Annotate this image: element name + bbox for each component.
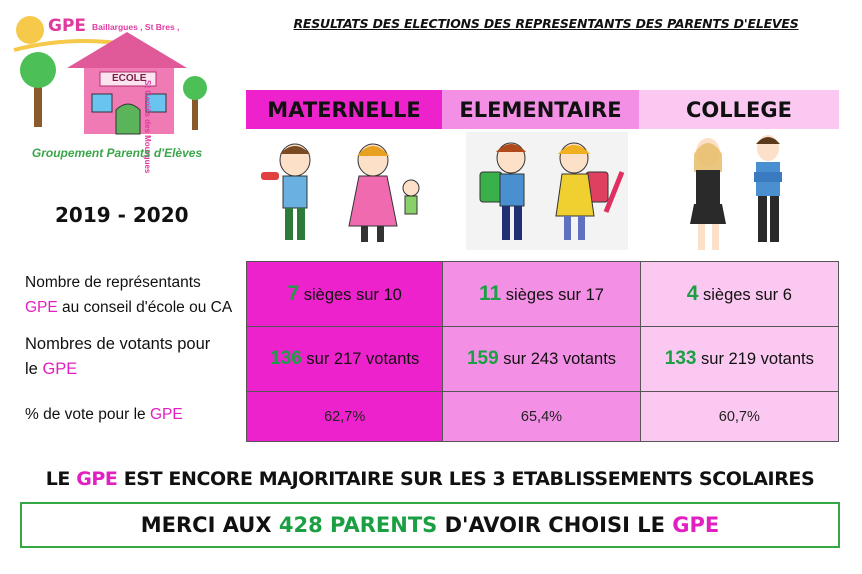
college-teens-illustration [676, 132, 806, 250]
row-label-votants [25, 332, 210, 382]
gpe-text: GPE [76, 468, 118, 490]
vote-count: 133 [664, 348, 697, 369]
seat-total: sièges sur 6 [698, 286, 792, 304]
maternelle-children-illustration [255, 132, 435, 250]
seat-count: 7 [287, 282, 300, 305]
table-row-pourcent [247, 392, 839, 442]
row-label-sieges-line2 [25, 295, 232, 320]
row-label-sieges-line1: Nombre de représentants [25, 274, 201, 291]
parents-count: 428 PARENTS [278, 513, 438, 537]
seat-count: 4 [686, 282, 699, 305]
vote-count: 159 [466, 348, 499, 369]
gpe-text: GPE [42, 360, 78, 378]
seat-total: sièges sur 10 [299, 286, 402, 304]
row-label-pourcent [25, 402, 183, 427]
gpe-text: GPE [149, 406, 183, 423]
banner-pre: LE [45, 468, 77, 490]
vote-total: sur 217 votants [301, 350, 420, 368]
row-label-sieges-rest: au conseil d'école ou CA [57, 299, 233, 316]
merci-pre: MERCI AUX [140, 513, 279, 537]
gpe-logo [12, 10, 222, 174]
page-title: RESULTATS DES ELECTIONS DES REPRESENTANTS DES PARENTS D'ELEVES [293, 16, 799, 31]
vote-count: 136 [270, 348, 302, 369]
cell-sieges-college [640, 262, 838, 327]
gpe-text: GPE [672, 513, 720, 537]
banner-post: EST ENCORE MAJORITAIRE SUR LES 3 ETABLISSEMENTS SCOLAIRES [117, 468, 815, 490]
cell-sieges-elementaire [443, 262, 640, 327]
row-label-pourcent-pre: % de vote pour le [25, 406, 150, 423]
row-label-votants-pre: le [25, 360, 43, 378]
logo-towns: Baillargues , St Bres , [92, 22, 180, 32]
gpe-text: GPE [25, 299, 58, 316]
logo-caption: Groupement Parents d'Elèves [31, 146, 203, 160]
cell-pourcent-maternelle: 62,7% [247, 392, 443, 442]
majority-banner [20, 468, 840, 490]
header-elementaire: ELEMENTAIRE [442, 90, 639, 129]
logo-school-sign: ECOLE [112, 73, 147, 84]
row-label-sieges [25, 270, 232, 320]
header-maternelle: MATERNELLE [246, 90, 442, 129]
thank-you-box [20, 502, 840, 548]
table-row-votants [247, 327, 839, 392]
elementaire-children-illustration [466, 132, 628, 250]
cell-sieges-maternelle [247, 262, 443, 327]
cell-votants-maternelle [247, 327, 443, 392]
cell-votants-elementaire [443, 327, 640, 392]
logo-brand: GPE [48, 16, 87, 36]
cell-pourcent-elementaire: 65,4% [443, 392, 640, 442]
vote-total: sur 243 votants [498, 350, 617, 368]
cell-pourcent-college: 60,7% [640, 392, 838, 442]
cell-votants-college [640, 327, 838, 392]
vote-total: sur 219 votants [696, 350, 814, 368]
table-row-sieges [247, 262, 839, 327]
seat-total: sièges sur 17 [501, 286, 604, 304]
row-label-votants-line1: Nombres de votants pour [25, 335, 211, 353]
seat-count: 11 [479, 282, 502, 305]
header-college: COLLEGE [639, 90, 839, 129]
school-year: 2019 - 2020 [55, 203, 189, 227]
row-label-votants-line2 [25, 357, 210, 382]
merci-mid: D'AVOIR CHOISI LE [437, 513, 673, 537]
results-table [246, 261, 839, 442]
logo-towns-2: St Geniès des Mourgues [143, 80, 152, 174]
